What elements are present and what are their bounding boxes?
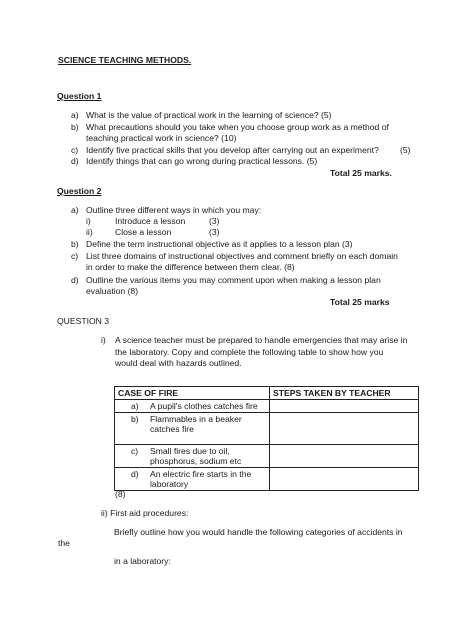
table-row-text-line1: Small fires due to oil, <box>150 446 230 456</box>
table-row-text-line2: catches fire <box>150 424 194 434</box>
table-row-letter: a) <box>131 401 139 411</box>
table-cell-case <box>115 413 270 445</box>
q2-item-b-text: Define the term instructional objective as it applies to a lesson plan (3) <box>86 239 353 249</box>
table-row-text-line2: phosphorus, sodium etc <box>150 456 242 466</box>
q2-item-d-text-line1: Outline the various items you may comment upon when making a lesson plan <box>86 275 381 285</box>
q2-sub-i-mark: (3) <box>209 216 220 226</box>
table-row-letter: b) <box>131 414 139 424</box>
question-2-heading: Question 2 <box>57 186 102 196</box>
q3-part-ii-line2: in a laboratory: <box>114 556 171 566</box>
table-row <box>115 413 419 445</box>
table-row-letter: d) <box>131 469 139 479</box>
q1-item-d-letter: d) <box>71 156 79 166</box>
q1-item-b-text-line1: What precautions should you take when you choose group work as a method of <box>86 122 389 132</box>
table-row-text: A pupil's clothes catches fire <box>150 401 258 411</box>
q3-part-i-num: i) <box>101 335 106 345</box>
table-cell-case <box>115 445 270 468</box>
q1-item-c-letter: c) <box>71 145 79 155</box>
table-mark: (8) <box>115 489 126 499</box>
q3-part-i-line1: A science teacher must be prepared to handle emergencies that may arise in <box>115 335 408 345</box>
q3-part-ii-line1: Briefly outline how you would handle the following categories of accidents in <box>114 527 403 537</box>
q1-item-c-mark: (5) <box>400 145 411 155</box>
q3-part-i-line3: would deal with hazards outlined. <box>115 358 242 368</box>
q2-sub-i-text: Introduce a lesson <box>115 216 186 226</box>
question-1-heading: Question 1 <box>57 91 102 101</box>
q2-item-c-text-line2: in order to make the difference between them clear. (8) <box>86 262 295 272</box>
table-row <box>115 400 419 413</box>
q2-sub-ii-num: ii) <box>86 227 93 237</box>
question-3-heading: QUESTION 3 <box>57 316 110 326</box>
table-cell-steps <box>270 413 419 445</box>
q1-item-a-text: What is the value of practical work in the learning of science? (5) <box>86 110 332 120</box>
table-cell-case <box>115 400 270 413</box>
table-row <box>115 445 419 468</box>
q2-item-c-text-line1: List three domains of instructional objectives and comment briefly on each domain <box>86 251 398 261</box>
q1-item-c-text: Identify five practical skills that you develop after carrying out an experiment? <box>86 145 379 155</box>
table-header-steps-taken: STEPS TAKEN BY TEACHER <box>270 387 419 400</box>
document-title: SCIENCE TEACHING METHODS. <box>58 55 192 65</box>
q1-item-d-text: Identify things that can go wrong during practical lessons. (5) <box>86 156 318 166</box>
table-header-case-of-fire: CASE OF FIRE <box>115 387 270 400</box>
table-cell-steps <box>270 400 419 413</box>
q2-sub-ii-text: Close a lesson <box>115 227 172 237</box>
q2-item-a-letter: a) <box>71 205 79 215</box>
q2-item-c-letter: c) <box>71 251 79 261</box>
table-cell-steps <box>270 468 419 491</box>
table-row-letter: c) <box>131 446 139 456</box>
table-row <box>115 468 419 491</box>
table-row-text-line1: An electric fire starts in the <box>150 469 252 479</box>
q2-item-d-text-line2: evaluation (8) <box>86 286 139 296</box>
q1-item-a-letter: a) <box>71 110 79 120</box>
q2-item-a-text: Outline three different ways in which you may: <box>86 205 262 215</box>
q1-total: Total 25 marks. <box>330 168 392 178</box>
table-header-row <box>115 387 419 400</box>
q3-part-ii-heading: ii) First aid procedures: <box>101 508 189 518</box>
q1-item-b-text-line2: teaching practical work in science? (10) <box>86 133 237 143</box>
q2-item-d-letter: d) <box>71 275 79 285</box>
q2-total: Total 25 marks <box>330 297 390 307</box>
q2-sub-ii-mark: (3) <box>209 227 220 237</box>
q2-sub-i-num: i) <box>86 216 91 226</box>
q3-part-i-line2: the laboratory. Copy and complete the following table to show how you <box>115 347 384 357</box>
q1-item-b-letter: b) <box>71 122 79 132</box>
table-cell-steps <box>270 445 419 468</box>
fire-hazards-table <box>114 386 419 491</box>
q2-item-b-letter: b) <box>71 239 79 249</box>
table-row-text-line2: laboratory <box>150 479 189 489</box>
q3-part-ii-the: the <box>58 538 70 548</box>
table-cell-case <box>115 468 270 491</box>
table-row-text-line1: Flammables in a beaker <box>150 414 242 424</box>
